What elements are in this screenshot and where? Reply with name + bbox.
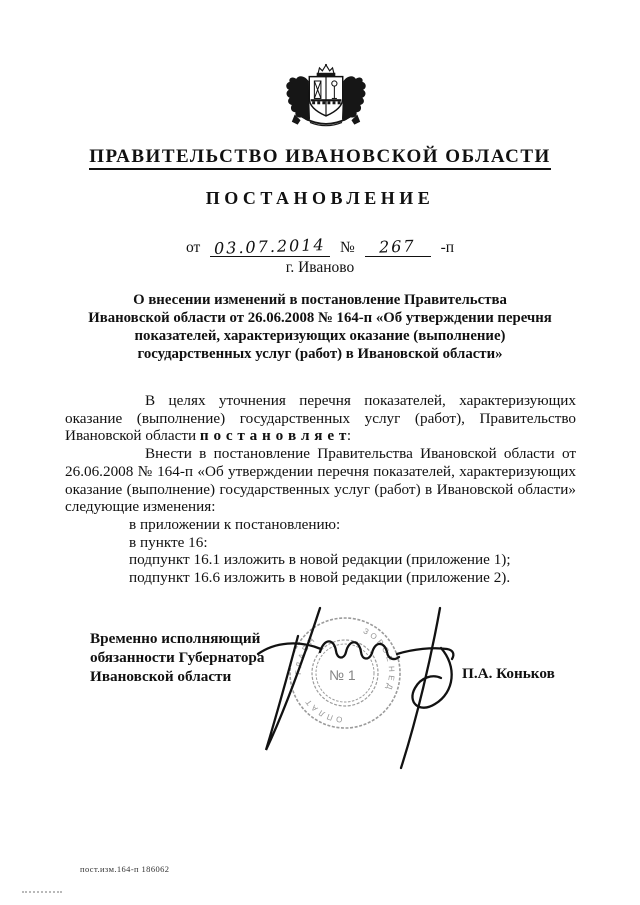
number-suffix: -п <box>440 239 455 256</box>
stamp-arc-text: ГЛАВН <box>293 633 319 675</box>
stamp-and-signature <box>225 596 487 782</box>
paragraph-preamble <box>65 392 576 445</box>
paragraph-text: : <box>346 427 352 445</box>
date-label: от <box>185 239 201 256</box>
position-line: Временно исполняющий <box>90 630 261 647</box>
number-sign: № <box>340 239 355 256</box>
stamp-arc-text: ОПЛАТ <box>302 695 344 725</box>
amendment-item: подпункт 16.6 изложить в новой редакции (приложение 2). <box>129 569 511 587</box>
date-field <box>210 236 330 257</box>
org-name-text: ПРАВИТЕЛЬСТВО ИВАНОВСКОЙ ОБЛАСТИ <box>89 146 551 170</box>
subject-line: государственных услуг (работ) в Ивановской области» <box>137 346 503 362</box>
body-text <box>65 392 576 587</box>
subject-line: Ивановской области от 26.06.2008 № 164-п «Об утверждении перечня <box>88 310 552 326</box>
number-value-handwritten: 267 <box>379 236 417 257</box>
position-line: обязанности Губернатора <box>90 649 265 666</box>
position-line: Ивановской области <box>90 668 232 685</box>
subject-line: показателей, характеризующих оказание (выполнение) <box>134 328 506 344</box>
autograph-icon <box>258 608 453 768</box>
paragraph-amendment: Внести в постановление Правительства Ивановской области от 26.06.2008 № 164-п «Об утверждении перечня показателей, характеризующих оказание (выполнение) государственных услуг (работ) в Ивановской области» следующие изменения: <box>65 445 576 516</box>
subject-line: О внесении изменений в постановление Правительства <box>133 292 507 308</box>
amendment-item: подпункт 16.1 изложить в новой редакции (приложение 1); <box>129 551 511 569</box>
stamp-number: № 1 <box>329 667 356 683</box>
resolves-keyword: п о с т а н о в л я е т <box>199 427 347 445</box>
amendment-item: в приложении к постановлению: <box>129 515 341 533</box>
paragraph-text: В целях уточнения перечня показателей, характеризующих оказание (выполнение) государственных услуг (работ), Правительство Ивановской области <box>65 392 576 445</box>
signatory-name: П.А. Коньков <box>462 665 555 682</box>
doc-type-title: ПОСТАНОВЛЕНИЕ <box>205 188 435 208</box>
number-field <box>365 236 431 257</box>
stamp-arc-text: НЕД <box>383 665 397 694</box>
scan-artifact-dots <box>22 891 62 893</box>
city-line: г. Иваново <box>285 259 355 276</box>
date-value-handwritten: 03.07.2014 <box>214 235 327 258</box>
coat-of-arms-icon <box>286 63 366 131</box>
date-number-line <box>0 236 640 257</box>
stamp-arc-text: ЗОВОЕ <box>361 626 396 666</box>
subject-heading <box>0 291 640 363</box>
footer-doc-code: пост.изм.164-п 186062 <box>80 864 170 874</box>
amendment-item: в пункте 16: <box>129 533 208 551</box>
org-name <box>0 146 640 168</box>
